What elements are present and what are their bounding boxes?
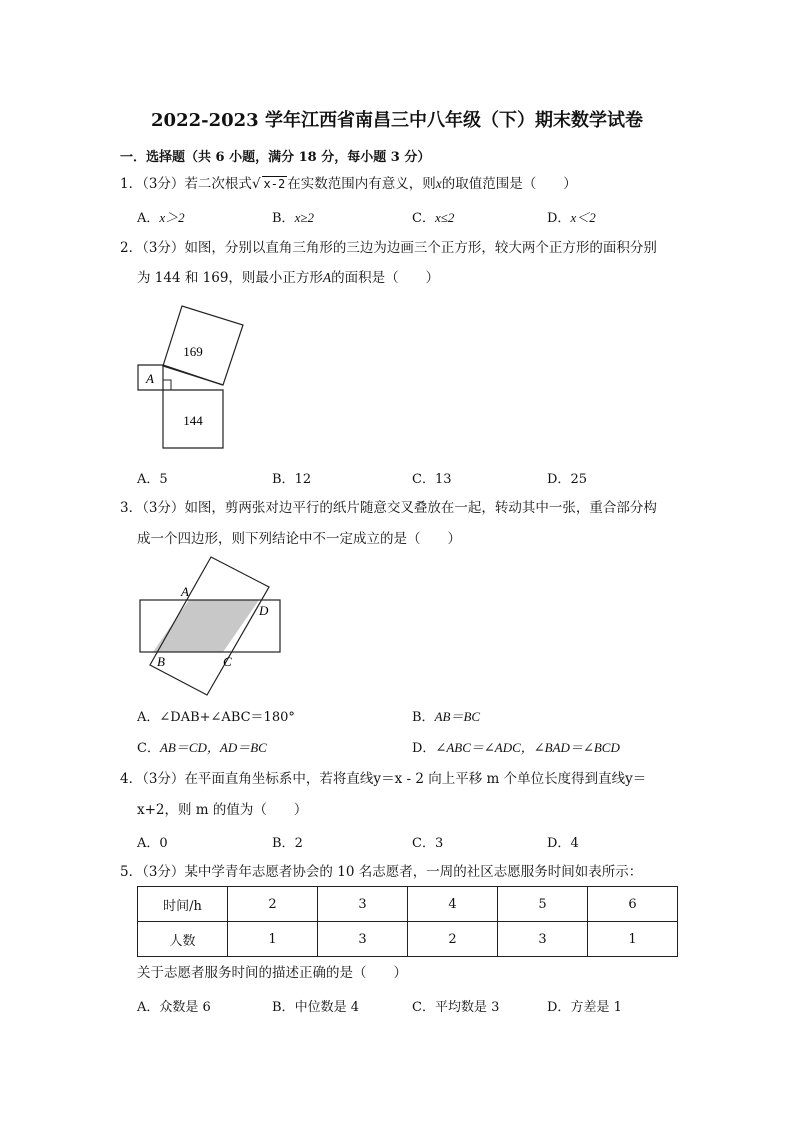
question-2-stem [120,238,657,258]
radicand: x-2 [263,177,286,191]
table-cell: 3 [318,887,408,922]
option-d[interactable]: D．x＜2 [547,210,596,226]
table-cell: 3 [498,922,588,957]
option-d[interactable]: D．25 [547,472,587,487]
question-4-stem [120,769,646,789]
table-cell: 6 [588,887,678,922]
label-169: 169 [183,344,203,359]
option-b[interactable]: B．中位数是 4 [272,1000,359,1015]
option-d[interactable]: D．∠ABC＝∠ADC，∠BAD＝∠BCD [412,740,620,756]
option-c[interactable]: C．13 [412,472,452,487]
question-text: 某中学青年志愿者协会的 10 名志愿者，一周的社区志愿服务时间如表所示： [184,864,643,880]
option-c[interactable]: C．平均数是 3 [412,1000,500,1015]
question-4-stem-line2: x+2，则 m 的值为（ ） [137,802,308,818]
question-number: 3．（3分） [120,500,185,516]
option-c[interactable]: C．x≤2 [412,210,455,226]
service-time-table [137,886,678,957]
option-b[interactable]: B．AB＝BC [412,709,481,725]
point-a-label: A [181,584,189,599]
option-a[interactable]: A．x＞2 [137,210,185,226]
table-cell: 2 [408,922,498,957]
label-a: A [146,371,154,386]
table-cell: 5 [498,887,588,922]
option-a[interactable]: A．5 [137,472,168,487]
question-number: 4．（3分） [120,771,185,787]
question-text: 在实数范围内有意义，则 [287,176,436,192]
right-angle-mark [163,380,171,390]
option-d[interactable]: D．方差是 1 [547,1000,622,1015]
option-b[interactable]: B．12 [272,472,312,487]
page-title: 2022-2023 学年江西省南昌三中八年级（下）期末数学试卷 [151,110,643,131]
table-row [138,887,678,922]
square-169 [163,306,243,385]
table-cell: 1 [588,922,678,957]
question-3-stem-line2: 成一个四边形，则下列结论中不一定成立的是（ ） [137,531,461,547]
point-b-label: B [157,654,165,669]
question-5-stem [120,862,642,882]
option-a[interactable]: A．∠DAB+∠ABC＝180° [137,710,295,725]
question-text: 若二次根式 [184,176,252,192]
label-144: 144 [183,413,203,428]
question-5-stem-line2: 关于志愿者服务时间的描述正确的是（ ） [137,965,407,981]
question-2-stem-line2: 为 144 和 169，则最小正方形A的面积是（ ） [137,270,440,286]
question-number: 5．（3分） [120,864,185,880]
option-b[interactable]: B．x≥2 [272,210,314,226]
question-text: 如图，剪两张对边平行的纸片随意交叉叠放在一起，转动其中一张，重合部分构 [184,500,657,516]
option-a[interactable]: A．0 [137,836,168,851]
parallelogram-figure [130,552,290,700]
table-row [138,922,678,957]
question-3-stem [120,498,657,518]
squares-figure [130,298,260,453]
question-1-stem [120,174,577,194]
question-text: 的取值范围是（ ） [441,176,577,192]
question-text: 在平面直角坐标系中，若将直线y＝x - 2 向上平移 m 个单位长度得到直线y＝ [184,771,647,787]
option-b[interactable]: B．2 [272,836,303,851]
table-cell: 4 [408,887,498,922]
table-cell: 时间/h [138,887,228,922]
question-number: 2．（3分） [120,240,185,256]
table-cell: 3 [318,922,408,957]
question-number: 1．（3分） [120,176,185,192]
point-c-label: C [223,654,232,669]
option-c[interactable]: C．AB＝CD，AD＝BC [137,740,267,756]
table-cell: 2 [228,887,318,922]
question-text: 如图，分别以直角三角形的三边为边画三个正方形，较大两个正方形的面积分别 [184,240,657,256]
table-cell: 1 [228,922,318,957]
table-cell: 人数 [138,922,228,957]
sqrt-icon: √ [251,176,261,192]
overlap-region [153,600,259,652]
option-a[interactable]: A．众数是 6 [137,1000,211,1015]
section-heading: 一．选择题（共 6 小题，满分 18 分，每小题 3 分） [120,150,431,165]
point-d-label: D [259,603,269,618]
triangle-hypotenuse [163,365,223,385]
option-c[interactable]: C．3 [412,836,444,851]
variable: x [435,176,442,191]
option-d[interactable]: D．4 [547,836,579,851]
